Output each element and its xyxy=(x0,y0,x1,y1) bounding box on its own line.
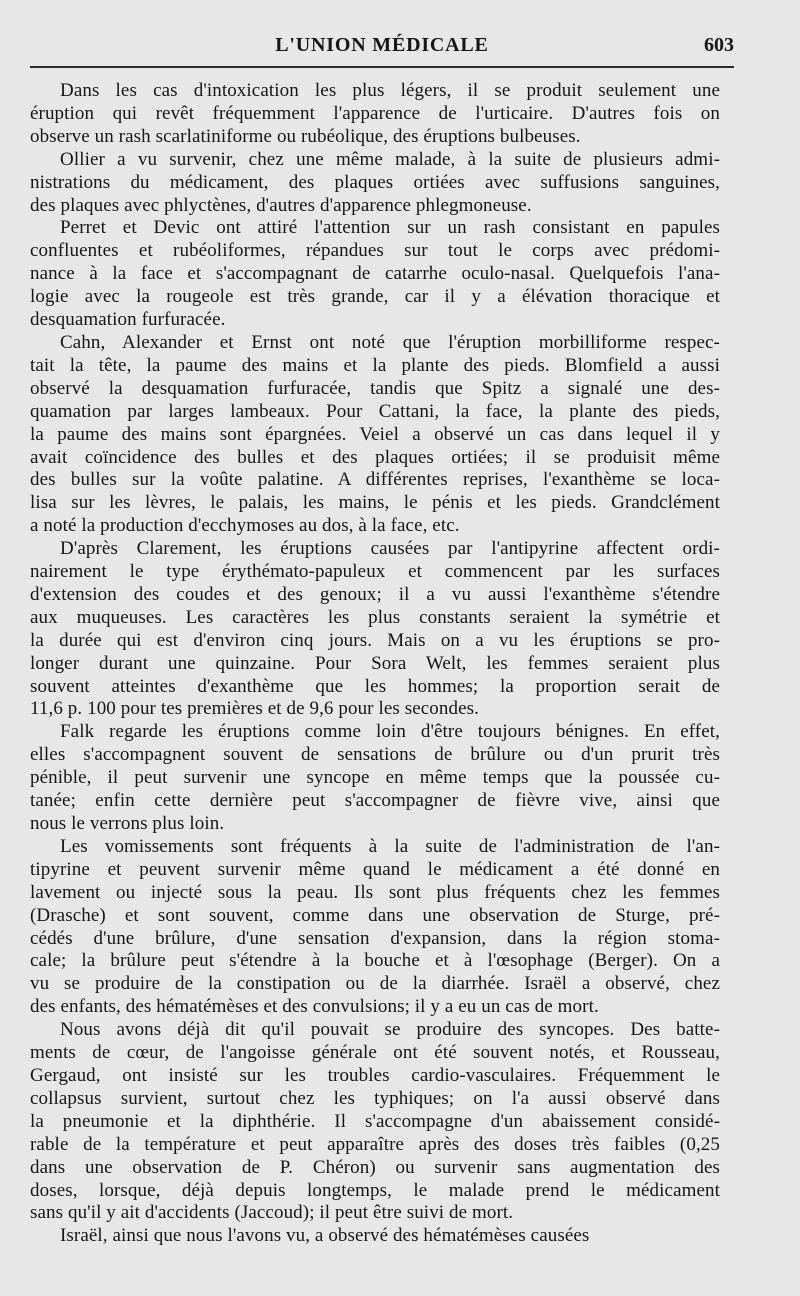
paragraph xyxy=(30,538,720,721)
text-line: a noté la production d'ecchymoses au dos, à la face, etc. xyxy=(30,515,460,537)
text-line: avait coïncidence des bulles et des plaques ortiées; il se produisit même xyxy=(30,446,720,468)
text-line: d'extension des coudes et des genoux; il a vu aussi l'exanthème s'étendre xyxy=(30,583,720,605)
text-line: Perret et Devic ont attiré l'attention sur un rash consistant en papules xyxy=(60,217,720,239)
text-line: cale; la brûlure peut s'étendre à la bouche et à l'œsophage (Berger). On a xyxy=(30,950,720,972)
text-line: nistrations du médicament, des plaques ortiées avec suffusions sanguines, xyxy=(30,171,720,193)
text-line: rable de la température et peut apparaître après des doses très faibles (0,25 xyxy=(30,1133,720,1155)
text-line: longer durant une quinzaine. Pour Sora Welt, les femmes seraient plus xyxy=(30,652,720,674)
text-line: lisa sur les lèvres, le palais, les mains, le pénis et les pieds. Grandclément xyxy=(30,492,720,514)
body-text xyxy=(30,80,720,1248)
text-line: Nous avons déjà dit qu'il pouvait se produire des syncopes. Des batte- xyxy=(60,1019,720,1041)
text-line: des bulles sur la voûte palatine. A différentes reprises, l'exanthème se loca- xyxy=(30,469,720,491)
text-line: confluentes et rubéoliformes, répandues sur tout le corps avec prédomi- xyxy=(30,240,720,262)
text-line: éruption qui revêt fréquemment l'apparence de l'urticaire. D'autres fois on xyxy=(30,102,720,124)
paragraph xyxy=(30,1225,720,1248)
text-line: tait la tête, la paume des mains et la plante des pieds. Blomfield a aussi xyxy=(30,354,720,376)
paragraph xyxy=(30,1019,720,1225)
text-line: ments de cœur, de l'angoisse générale ont été souvent notés, et Rousseau, xyxy=(30,1042,720,1064)
text-line: Ollier a vu survenir, chez une même malade, à la suite de plusieurs admi- xyxy=(60,148,720,170)
text-line: des plaques avec phlyctènes, d'autres d'apparence phlegmoneuse. xyxy=(30,194,532,216)
text-line: Israël, ainsi que nous l'avons vu, a observé des hématémèses causées xyxy=(60,1225,590,1247)
text-line: la paume des mains sont épargnées. Veiel a observé un cas dans lequel il y xyxy=(30,423,720,445)
text-line: dans une observation de P. Chéron) ou survenir sans augmentation des xyxy=(30,1156,720,1178)
text-line: nous le verrons plus loin. xyxy=(30,813,225,834)
text-line: souvent atteintes d'exanthème que les hommes; la proportion serait de xyxy=(30,675,720,697)
text-line: nairement le type érythémato-papuleux et commencent par les surfaces xyxy=(30,561,720,583)
paragraph xyxy=(30,80,720,149)
text-line: Les vomissements sont fréquents à la suite de l'administration de l'an- xyxy=(60,835,720,857)
page-number: 603 xyxy=(704,34,734,56)
paragraph xyxy=(30,149,720,218)
text-line: observe un rash scarlatiniforme ou rubéolique, des éruptions bulbeuses. xyxy=(30,125,581,147)
text-line: 11,6 p. 100 pour tes premières et de 9,6 pour les secondes. xyxy=(30,698,479,720)
text-line: lavement ou injecté sous la peau. Ils sont plus fréquents chez les femmes xyxy=(30,881,720,903)
text-line: cédés d'une brûlure, d'une sensation d'expansion, dans la région stoma- xyxy=(30,927,720,949)
text-line: D'après Clarement, les éruptions causées par l'antipyrine affectent ordi- xyxy=(60,538,720,560)
text-line: vu se produire de la constipation ou de la diarrhée. Israël a observé, chez xyxy=(30,973,720,995)
text-line: la pneumonie et la diphthérie. Il s'accompagne d'un abaissement considé- xyxy=(30,1110,720,1132)
paragraph xyxy=(30,332,720,538)
paragraph xyxy=(30,721,720,836)
text-line: (Drasche) et sont souvent, comme dans une observation de Sturge, pré- xyxy=(30,904,720,926)
text-line: sans qu'il y ait d'accidents (Jaccoud); il peut être suivi de mort. xyxy=(30,1202,514,1224)
text-line: quamation par larges lambeaux. Pour Cattani, la face, la plante des pieds, xyxy=(30,400,720,422)
text-line: observé la desquamation furfuracée, tandis que Spitz a signalé une des- xyxy=(30,377,720,399)
paragraph xyxy=(30,217,720,332)
running-head xyxy=(30,30,734,68)
text-line: Dans les cas d'intoxication les plus légers, il se produit seulement une xyxy=(60,80,720,101)
text-line: pénible, il peut survenir une syncope en même temps que la poussée cu- xyxy=(30,767,720,789)
text-line: Gergaud, ont insisté sur les troubles cardio-vasculaires. Fréquemment le xyxy=(30,1064,720,1086)
text-line: la durée qui est d'environ cinq jours. Mais on a vu les éruptions se pro- xyxy=(30,629,720,651)
text-line: aux muqueuses. Les caractères les plus constants seraient la symétrie et xyxy=(30,606,720,628)
text-line: elles s'accompagnent souvent de sensations de brûlure ou d'un prurit très xyxy=(30,744,720,766)
text-line: Falk regarde les éruptions comme loin d'être toujours bénignes. En effet, xyxy=(60,721,720,743)
paragraph xyxy=(30,836,720,1019)
text-line: collapsus survient, surtout chez les typhiques; on l'a aussi observé dans xyxy=(30,1087,720,1109)
text-line: tipyrine et peuvent survenir même quand le médicament a été donné en xyxy=(30,858,720,880)
text-line: des enfants, des hématémèses et des convulsions; il y a eu un cas de mort. xyxy=(30,996,599,1018)
text-line: doses, lorsque, déjà depuis longtemps, le malade prend le médicament xyxy=(30,1179,720,1201)
text-line: tanée; enfin cette dernière peut s'accompagner de fièvre vive, ainsi que xyxy=(30,790,720,812)
text-line: logie avec la rougeole est très grande, car il y a élévation thoracique et xyxy=(30,286,720,308)
text-line: nance à la face et s'accompagnant de catarrhe oculo-nasal. Quelquefois l'ana- xyxy=(30,263,720,285)
text-line: Cahn, Alexander et Ernst ont noté que l'éruption morbilliforme respec- xyxy=(60,331,720,353)
journal-title: L'UNION MÉDICALE xyxy=(275,34,489,56)
text-line: desquamation furfuracée. xyxy=(30,309,226,331)
